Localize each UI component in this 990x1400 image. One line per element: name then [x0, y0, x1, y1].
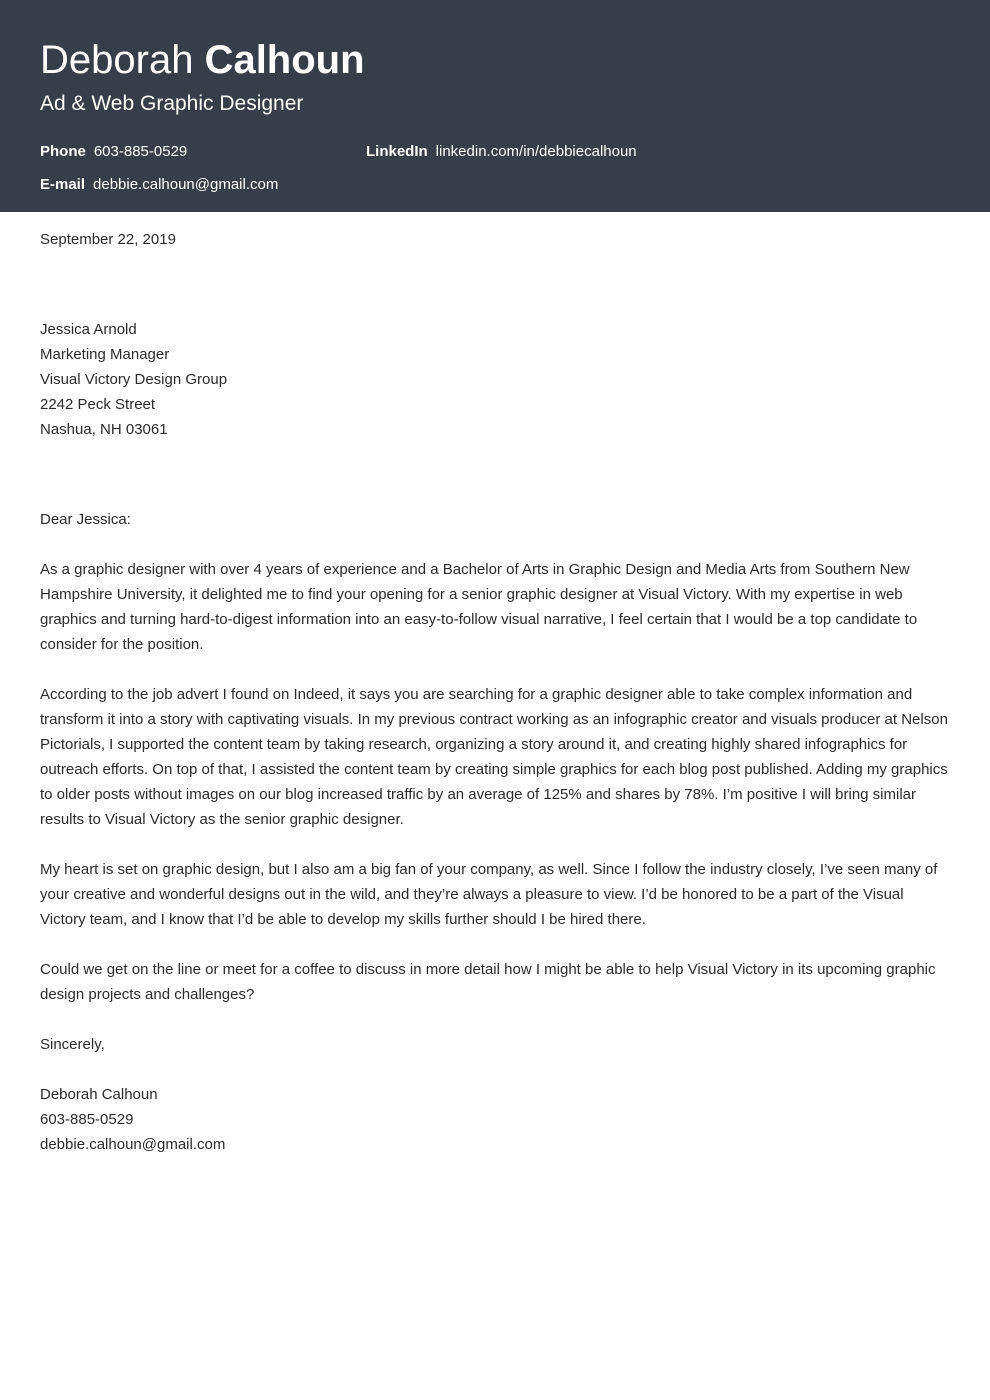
recipient-name: Jessica Arnold [40, 321, 137, 338]
header-banner [0, 0, 990, 212]
recipient-company: Visual Victory Design Group [40, 371, 228, 388]
phone-label: Phone [40, 143, 86, 160]
closing: Sincerely, [40, 1036, 105, 1053]
paragraph: Could we get on the line or meet for a coffee to discuss in more detail how I might be able to help Visual Victory in its upcoming graphic design projects and challenges? [40, 961, 936, 1003]
recipient-position: Marketing Manager [40, 346, 170, 363]
signature-phone: 603-885-0529 [40, 1111, 134, 1128]
applicant-name [40, 37, 365, 83]
letter-body [0, 227, 990, 1157]
paragraph: According to the job advert I found on Indeed, it says you are searching for a graphic designer able to take complex information and transform it into a story with captivating visuals. In my previous contract working as an infographic creator and visuals producer at Nelson Pictorials, I supported the content team by taking research, organizing a story around it, and creating highly shared infographics for outreach efforts. On top of that, I assisted the content team by creating simple graphics for each blog post published. Adding my graphics to older posts without images on our blog increased traffic by an average of 125% and shares by 78%. I’m positive I will bring similar results to Visual Victory as the senior graphic designer. [40, 686, 948, 828]
contact-linkedin [366, 143, 637, 161]
job-title: Ad & Web Graphic Designer [40, 92, 304, 115]
contact-phone [40, 143, 187, 161]
linkedin-label: LinkedIn [366, 143, 428, 160]
salutation: Dear Jessica: [40, 511, 131, 528]
signature-block [40, 1082, 950, 1157]
paragraph: My heart is set on graphic design, but I also am a big fan of your company, as well. Since I follow the industry closely, I’ve seen many of your creative and wonderful designs out in the wild, and they’re always a pleasure to view. I’d be honored to be a part of the Visual Victory team, and I know that I’d be able to develop my skills further should I be hired there. [40, 861, 938, 928]
recipient-street: 2242 Peck Street [40, 396, 156, 413]
first-name: Deborah [40, 38, 194, 82]
signature-email: debbie.calhoun@gmail.com [40, 1136, 226, 1153]
recipient-block [40, 317, 950, 442]
email-link[interactable]: debbie.calhoun@gmail.com [93, 176, 279, 193]
paragraph: As a graphic designer with over 4 years of experience and a Bachelor of Arts in Graphic Design and Media Arts from Southern New Hampshire University, it delighted me to find your opening for a senior graphic designer at Visual Victory. With my expertise in web graphics and turning hard-to-digest information into an easy-to-follow visual narrative, I feel certain that I would be a top candidate to consider for the position. [40, 561, 918, 653]
letter-date: September 22, 2019 [40, 231, 176, 248]
phone-value[interactable]: 603-885-0529 [93, 143, 188, 160]
email-label: E-mail [40, 176, 86, 193]
linkedin-link[interactable]: linkedin.com/in/debbiecalhoun [435, 143, 637, 160]
last-name: Calhoun [204, 38, 365, 82]
contact-email [40, 176, 278, 194]
signature-name: Deborah Calhoun [40, 1086, 158, 1103]
recipient-city: Nashua, NH 03061 [40, 421, 168, 438]
